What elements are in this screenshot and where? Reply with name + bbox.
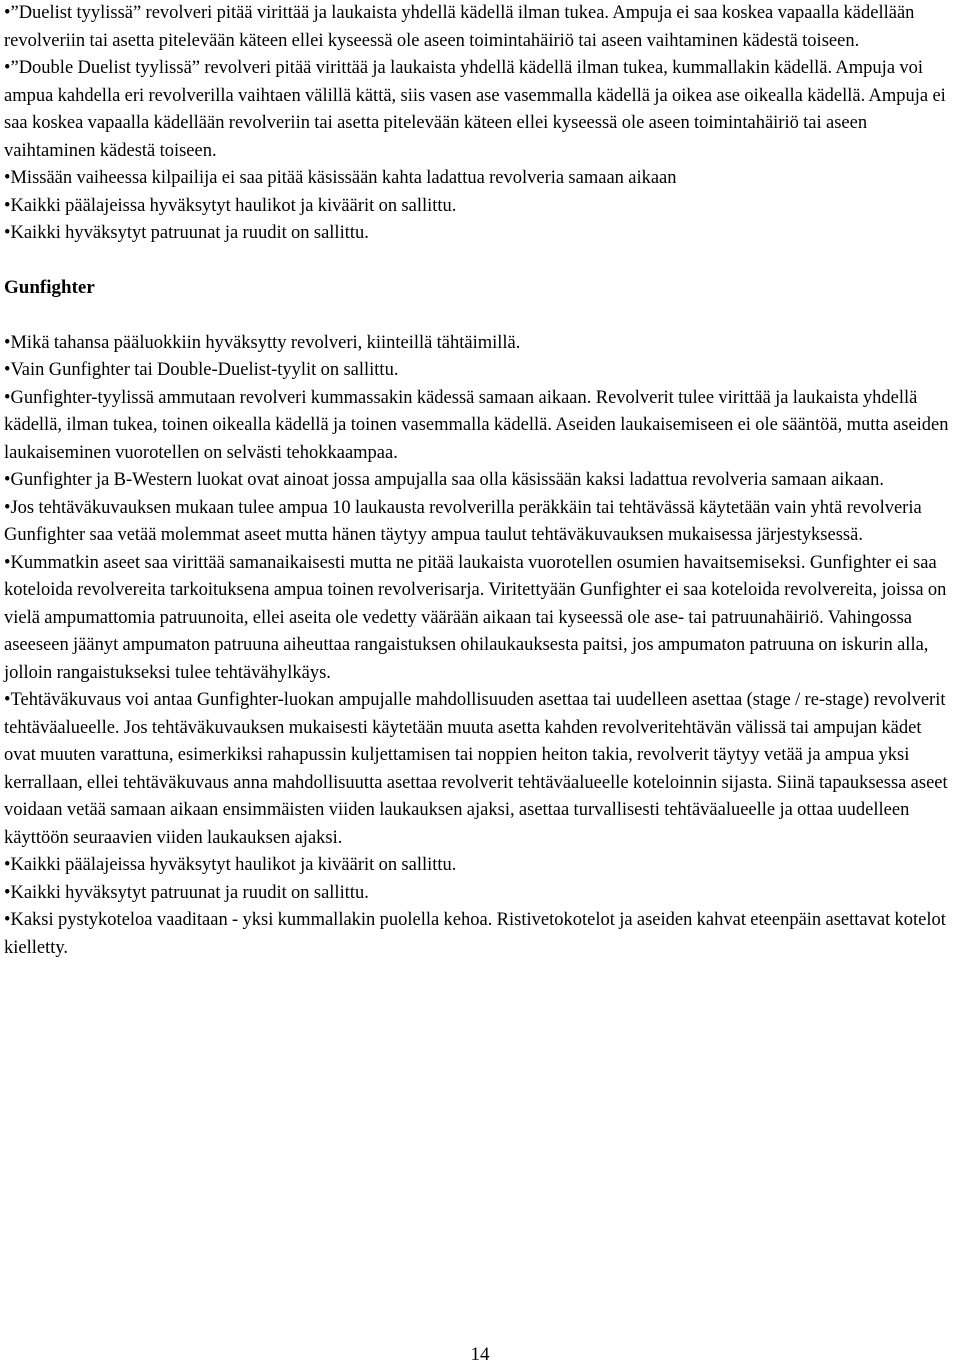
list-item — [4, 220, 956, 248]
list-item-text: Kaikki päälajeissa hyväksytyt haulikot ja kiväärit on sallittu. — [10, 855, 457, 875]
list-item-text: Jos tehtäväkuvauksen mukaan tulee ampua 10 laukausta revolverilla peräkkäin tai tehtävässä käytetään vain yhtä revolveria Gunfighter saa vetää molemmat aseet mutta hänen täytyy ampua taulut tehtäväkuvauksen mukaisessa järjestyksessä. — [4, 497, 922, 545]
list-item-text: Kaikki hyväksytyt patruunat ja ruudit on sallittu. — [10, 882, 369, 903]
list-item-text: Kaikki hyväksytyt patruunat ja ruudit on sallittu. — [10, 223, 369, 243]
bullet-icon: • — [4, 910, 11, 930]
list-item — [4, 0, 956, 55]
list-item — [4, 165, 956, 193]
list-item-text: ”Double Duelist tyylissä” revolveri pitää virittää ja laukaista yhdellä kädellä ilman tukea, kummallakin kädellä. Ampuja voi ampua kahdella eri revolverilla vaihtaen välillä kättä, siis vasen ase vasemmalla kädellä ja oikea ase oikealla kädellä. Ampuja ei saa koskea vapaalla kädellään revolveriin tai asetta pitelevään käteen ellei kyseessä ole aseen toimintahäiriö tai aseen vaihtaminen kädestä toiseen. — [4, 58, 946, 161]
list-item-text: Mikä tahansa pääluokkiin hyväksytty revolveri, kiinteillä tähtäimillä. — [10, 332, 521, 353]
bullet-icon: • — [4, 195, 11, 216]
bullet-icon: • — [4, 882, 11, 903]
list-item — [4, 495, 956, 550]
list-item-text: Tehtäväkuvaus voi antaa Gunfighter-luokan ampujalle mahdollisuuden asettaa tai uudelleen asettaa (stage / re-stage) revolverit tehtäväalueelle. Jos tehtäväkuvauksen mukaisesti käytetään muuta asetta kahden revolveritehtävän välissä tai ampujan kädet ovat muuten varattuna, esimerkiksi rahapussin kuljettamisen tai noppien heiton takia, revolverit täytyy vetää ja ampua yksi kerrallaan, ellei tehtäväkuvaus anna mahdollisuutta asettaa revolverit tehtäväalueelle koteloinnin sijasta. Siinä tapauksessa aseet voidaan vetää samaan aikaan ensimmäisten viiden laukauksen ajaksi, asettaa turvallisesti tehtäväalueelle ja ottaa uudelleen käyttöön seuraavien viiden laukauksen ajaksi. — [4, 690, 948, 848]
bullet-icon: • — [4, 552, 11, 573]
bullet-icon: • — [4, 332, 11, 353]
bullet-icon: • — [4, 168, 11, 188]
list-item-text: Kummatkin aseet saa virittää samanaikaisesti mutta ne pitää laukaista vuorotellen osumien havaitsemiseksi. Gunfighter ei saa koteloida revolvereita tarkoituksena ampua toinen revolverisarja. Viritettyään Gunfighter ei saa koteloida revolvereita, joissa on vielä ampumattomia patruunoita, ellei aseita ole vedetty väärään aikaan tai kyseessä ole ase- tai patruunahäiriö. Vahingossa aseeseen jäänyt ampumaton patruuna aiheuttaa rangaistuksen ohilaukauksesta paitsi, jos ampumaton patruuna on iskurin alla, jolloin rangaistukseksi tulee tehtävähylkäys. — [4, 552, 947, 683]
page-number: 14 — [470, 1344, 490, 1365]
bullet-icon: • — [4, 470, 11, 490]
list-item — [4, 687, 956, 852]
list-item — [4, 385, 956, 468]
list-item-text: ”Duelist tyylissä” revolveri pitää virittää ja laukaista yhdellä kädellä ilman tukea. Ampuja ei saa koskea vapaalla kädellään revolveriin tai asetta pitelevään käteen ellei kyseessä ole aseen toimintahäiriö tai aseen vaihtaminen kädestä toiseen. — [4, 3, 915, 51]
bullet-icon: • — [4, 3, 11, 23]
list-item-text: Missään vaiheessa kilpailija ei saa pitää käsissään kahta ladattua revolveria samaan aikaan — [10, 168, 677, 188]
list-item-text: Kaksi pystykoteloa vaaditaan - yksi kummallakin puolella kehoa. Ristivetokotelot ja aseiden kahvat eteenpäin asettavat kotelot kielletty. — [4, 910, 946, 958]
list-item — [4, 357, 956, 385]
list-item — [4, 852, 956, 880]
spacer — [4, 302, 956, 330]
list-item — [4, 193, 956, 221]
section-heading: Gunfighter — [4, 276, 95, 298]
list-item — [4, 467, 956, 495]
list-item-text: Kaikki päälajeissa hyväksytyt haulikot ja kiväärit on sallittu. — [10, 195, 457, 216]
list-item — [4, 330, 956, 358]
bullet-icon: • — [4, 58, 11, 78]
bullet-icon: • — [4, 387, 11, 408]
list-item-text: Vain Gunfighter tai Double-Duelist-tyylit on sallittu. — [10, 360, 399, 380]
list-item — [4, 907, 956, 962]
bullet-icon: • — [4, 360, 11, 380]
bullet-icon: • — [4, 690, 11, 710]
bullet-icon: • — [4, 855, 11, 875]
spacer — [4, 248, 956, 274]
bullet-icon: • — [4, 223, 11, 243]
list-item-text: Gunfighter ja B-Western luokat ovat ainoat jossa ampujalla saa olla käsissään kaksi ladattua revolveria samaan aikaan. — [10, 470, 884, 490]
list-item — [4, 55, 956, 165]
list-item — [4, 880, 956, 908]
page-content — [4, 0, 956, 962]
bullet-icon: • — [4, 497, 11, 518]
list-item-text: Gunfighter-tyylissä ammutaan revolveri kummassakin kädessä samaan aikaan. Revolverit tulee virittää ja laukaista yhdellä kädellä, ilman tukea, toinen oikealla kädellä ja toinen vasemmalla kädellä. Aseiden laukaisemiseen ei ole sääntöä, mutta aseiden laukaiseminen vuorotellen on selvästi tehokkaampaa. — [4, 387, 949, 463]
list-item — [4, 550, 956, 688]
